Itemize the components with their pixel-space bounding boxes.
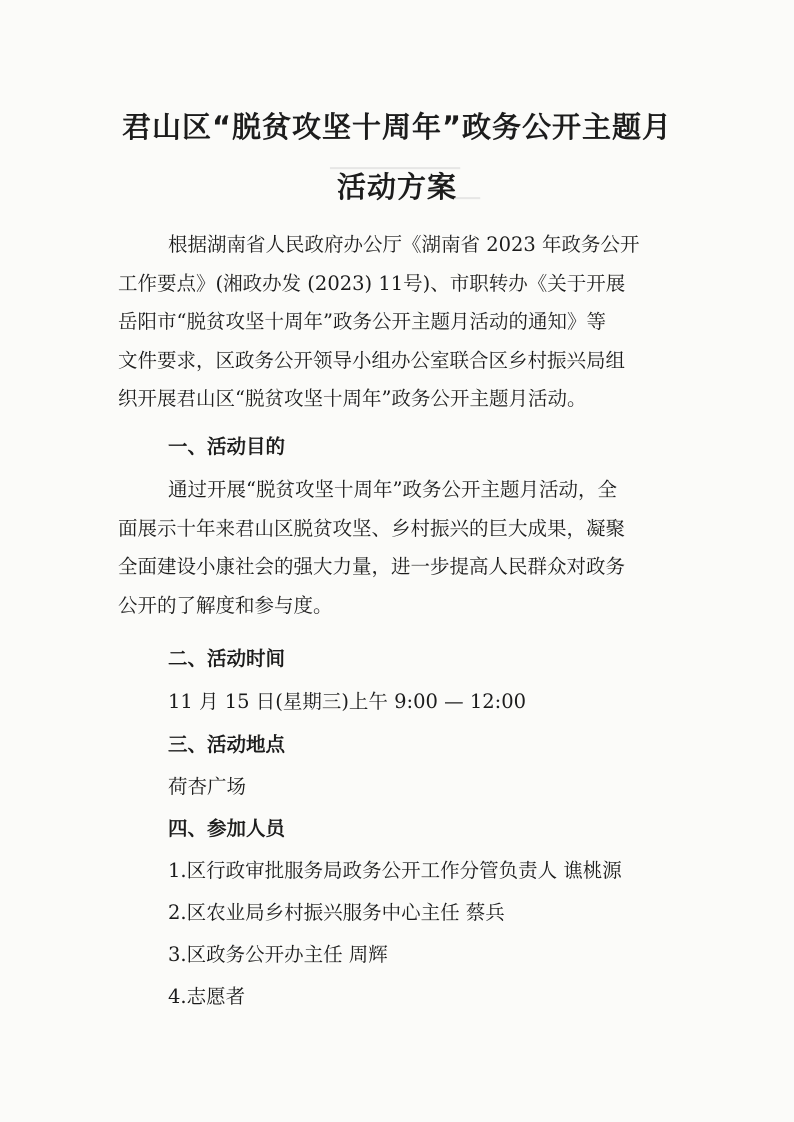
intro-paragraph [118, 226, 678, 419]
document-title-line2: 活动方案 [336, 170, 457, 204]
bleed-through-text: ▁▁▁▁▁▁▁▁▁▁▁▁▁ ▁▁▁ [330, 155, 480, 200]
activity-location: 荷杏广场 [168, 775, 247, 798]
intro-line: 文件要求，区政务公开领导小组办公室联合区乡村振兴局组 [118, 348, 626, 372]
intro-line: 根据湖南省人民政府办公厅《湖南省 2023 年政务公开 [168, 233, 640, 256]
section1-line: 通过开展“脱贫攻坚十周年”政务公开主题月活动，全 [168, 478, 617, 501]
section3-heading: 三、活动地点 [168, 733, 286, 756]
participant-item: 2.区农业局乡村振兴服务中心主任 蔡兵 [168, 901, 505, 924]
section1-line: 全面建设小康社会的强大力量，进一步提高人民群众对政务 [118, 555, 626, 578]
participant-item: 3.区政务公开办主任 周辉 [168, 943, 388, 966]
section4-heading: 四、参加人员 [168, 817, 286, 840]
participant-item: 1.区行政审批服务局政务公开工作分管负责人 谯桃源 [168, 859, 622, 882]
section1-line: 面展示十年来君山区脱贫攻坚、乡村振兴的巨大成果，凝聚 [118, 516, 626, 540]
section1-heading: 一、活动目的 [168, 435, 286, 458]
intro-line: 织开展君山区“脱贫攻坚十周年”政务公开主题月活动。 [118, 387, 587, 410]
activity-time: 11 月 15 日(星期三)上午 9:00 — 12:00 [168, 690, 527, 713]
intro-line: 岳阳市“脱贫攻坚十周年”政务公开主题月活动的通知》等 [118, 310, 606, 333]
participant-item: 4.志愿者 [168, 985, 246, 1008]
document-title-line1: 君山区“脱贫攻坚十周年”政务公开主题月 [121, 110, 673, 144]
intro-line: 工作要点》(湘政办发 (2023) 11号)、市职转办《关于开展 [118, 271, 626, 295]
section1-paragraph [118, 471, 678, 625]
section1-line: 公开的了解度和参与度。 [118, 593, 333, 617]
section2-heading: 二、活动时间 [168, 647, 286, 670]
